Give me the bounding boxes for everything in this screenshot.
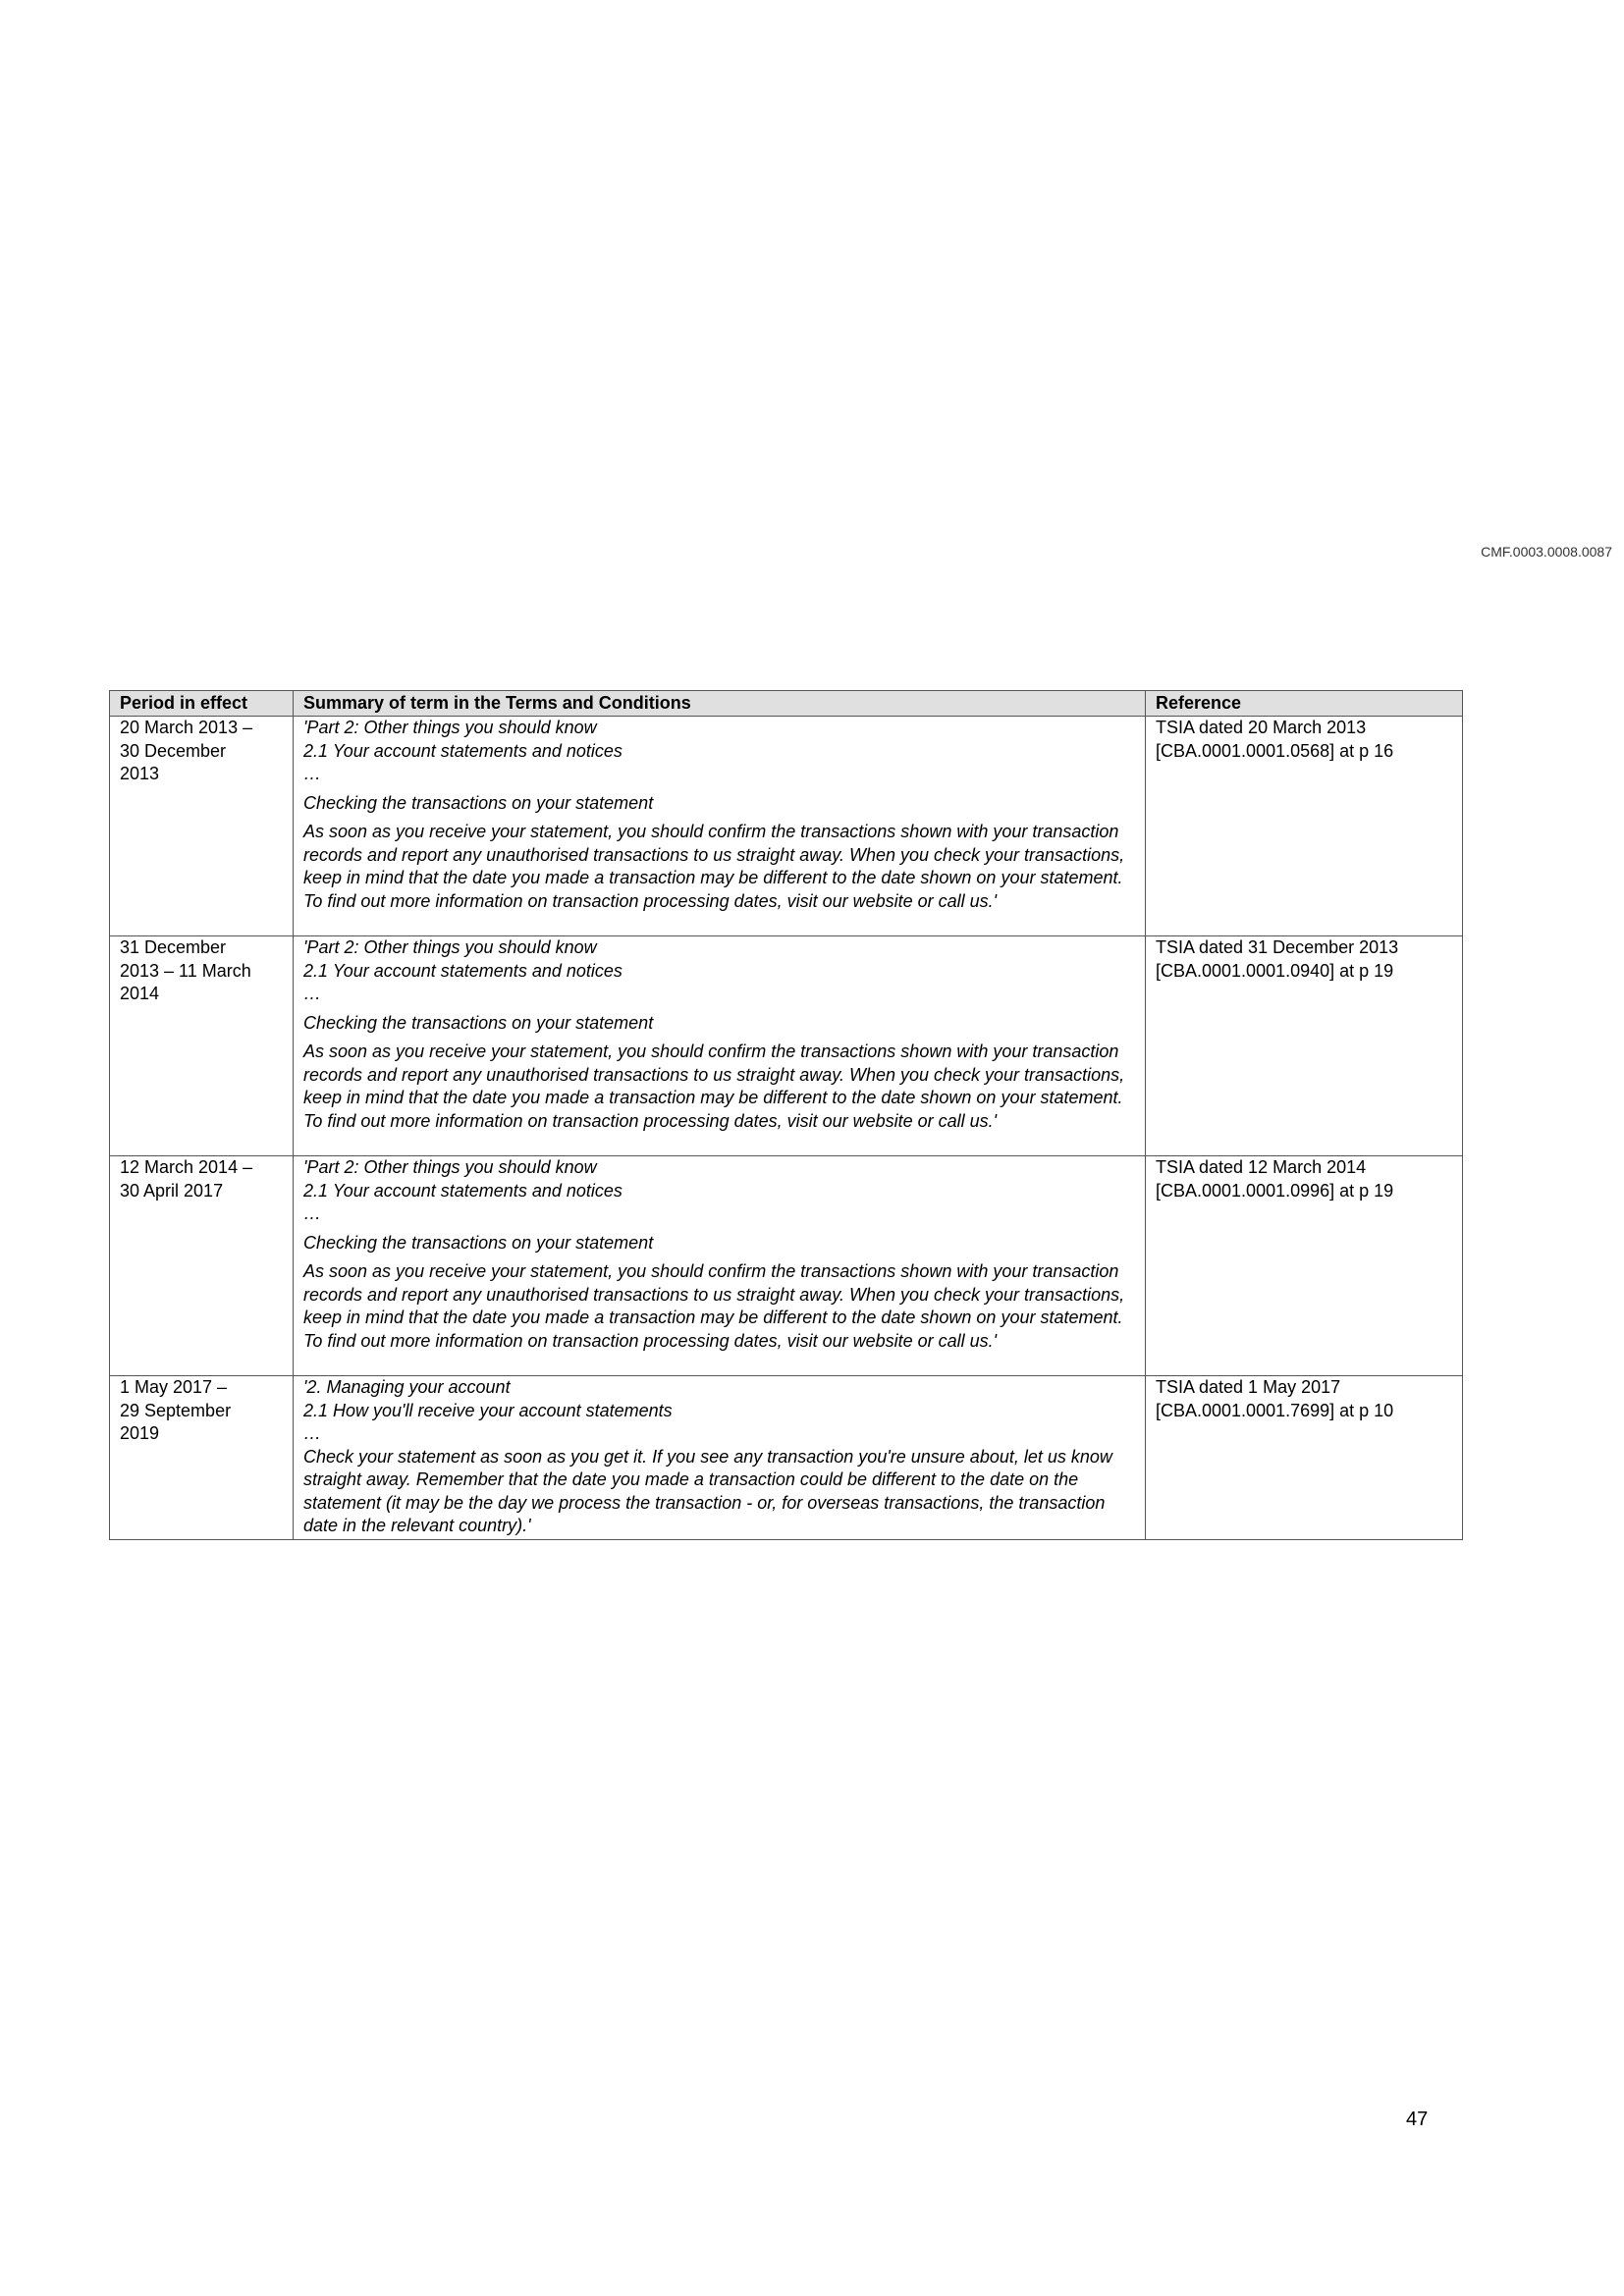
period-cell bbox=[110, 1156, 294, 1376]
summary-subheading: Checking the transactions on your statement bbox=[303, 1232, 654, 1253]
summary-cell bbox=[294, 936, 1146, 1156]
period-text: 31 December bbox=[120, 937, 227, 957]
summary-cell bbox=[294, 1376, 1146, 1540]
reference-text: [CBA.0001.0001.0996] at p 19 bbox=[1156, 1180, 1394, 1201]
summary-cell bbox=[294, 1156, 1146, 1376]
reference-cell bbox=[1146, 1156, 1463, 1376]
period-cell bbox=[110, 717, 294, 936]
summary-ellipsis: … bbox=[303, 1203, 321, 1223]
period-text: 12 March 2014 – bbox=[120, 1157, 253, 1177]
summary-subheading: Checking the transactions on your statement bbox=[303, 1012, 654, 1033]
summary-subheading: Checking the transactions on your statement bbox=[303, 792, 654, 813]
summary-body: As soon as you receive your statement, you should confirm the transactions shown with your transaction records and report any unauthorised transactions to us straight away. When you check your transactions, keep in mind that the date you made a transaction may be different to the date shown on your statement. To find out more information on transaction processing dates, visit our website or call us.' bbox=[303, 1041, 1125, 1131]
period-text: 30 December bbox=[120, 740, 227, 761]
summary-body: Check your statement as soon as you get it. If you see any transaction you're unsure about, let us know straight away. Remember that the date you made a transaction could be different to the date on the statement (it may be the day we process the transaction - or, for overseas transactions, the transaction date in the relevant country).' bbox=[303, 1446, 1112, 1535]
period-text: 2013 bbox=[120, 764, 160, 783]
summary-part-heading: '2. Managing your account bbox=[303, 1377, 511, 1397]
summary-section-heading: 2.1 How you'll receive your account statements bbox=[303, 1400, 673, 1420]
header-summary: Summary of term in the Terms and Conditions bbox=[294, 691, 1146, 717]
period-text: 2019 bbox=[120, 1423, 160, 1443]
table-header-row bbox=[110, 691, 1463, 717]
period-cell bbox=[110, 1376, 294, 1540]
period-text: 1 May 2017 – bbox=[120, 1377, 228, 1397]
reference-text: [CBA.0001.0001.7699] at p 10 bbox=[1156, 1400, 1394, 1420]
reference-cell bbox=[1146, 936, 1463, 1156]
reference-cell bbox=[1146, 1376, 1463, 1540]
summary-ellipsis: … bbox=[303, 984, 321, 1003]
summary-section-heading: 2.1 Your account statements and notices bbox=[303, 1180, 623, 1201]
period-text: 29 September bbox=[120, 1400, 232, 1420]
summary-body: As soon as you receive your statement, you should confirm the transactions shown with your transaction records and report any unauthorised transactions to us straight away. When you check your transactions, keep in mind that the date you made a transaction may be different to the date shown on your statement. To find out more information on transaction processing dates, visit our website or call us.' bbox=[303, 822, 1125, 911]
summary-body: As soon as you receive your statement, you should confirm the transactions shown with your transaction records and report any unauthorised transactions to us straight away. When you check your transactions, keep in mind that the date you made a transaction may be different to the date shown on your statement. To find out more information on transaction processing dates, visit our website or call us.' bbox=[303, 1261, 1125, 1351]
header-reference: Reference bbox=[1146, 691, 1463, 717]
period-cell bbox=[110, 936, 294, 1156]
reference-cell bbox=[1146, 717, 1463, 936]
summary-part-heading: 'Part 2: Other things you should know bbox=[303, 937, 597, 957]
page-number: 47 bbox=[1406, 2109, 1429, 2130]
summary-part-heading: 'Part 2: Other things you should know bbox=[303, 718, 597, 737]
terms-table bbox=[109, 690, 1463, 1540]
reference-text: TSIA dated 31 December 2013 bbox=[1156, 937, 1399, 957]
reference-text: [CBA.0001.0001.0940] at p 19 bbox=[1156, 960, 1394, 981]
period-text: 20 March 2013 – bbox=[120, 718, 253, 737]
reference-text: TSIA dated 12 March 2014 bbox=[1156, 1157, 1367, 1177]
summary-section-heading: 2.1 Your account statements and notices bbox=[303, 740, 623, 761]
summary-ellipsis: … bbox=[303, 764, 321, 783]
summary-part-heading: 'Part 2: Other things you should know bbox=[303, 1157, 597, 1177]
summary-section-heading: 2.1 Your account statements and notices bbox=[303, 960, 623, 981]
document-id: CMF.0003.0008.0087 bbox=[1481, 544, 1612, 560]
table-row bbox=[110, 1376, 1463, 1540]
table-row bbox=[110, 717, 1463, 936]
table-row bbox=[110, 936, 1463, 1156]
summary-cell bbox=[294, 717, 1146, 936]
period-text: 30 April 2017 bbox=[120, 1180, 224, 1201]
table-row bbox=[110, 1156, 1463, 1376]
period-text: 2014 bbox=[120, 984, 160, 1003]
header-period: Period in effect bbox=[110, 691, 294, 717]
reference-text: [CBA.0001.0001.0568] at p 16 bbox=[1156, 740, 1394, 761]
summary-ellipsis: … bbox=[303, 1423, 321, 1443]
period-text: 2013 – 11 March bbox=[120, 960, 251, 981]
reference-text: TSIA dated 1 May 2017 bbox=[1156, 1377, 1341, 1397]
reference-text: TSIA dated 20 March 2013 bbox=[1156, 718, 1367, 737]
